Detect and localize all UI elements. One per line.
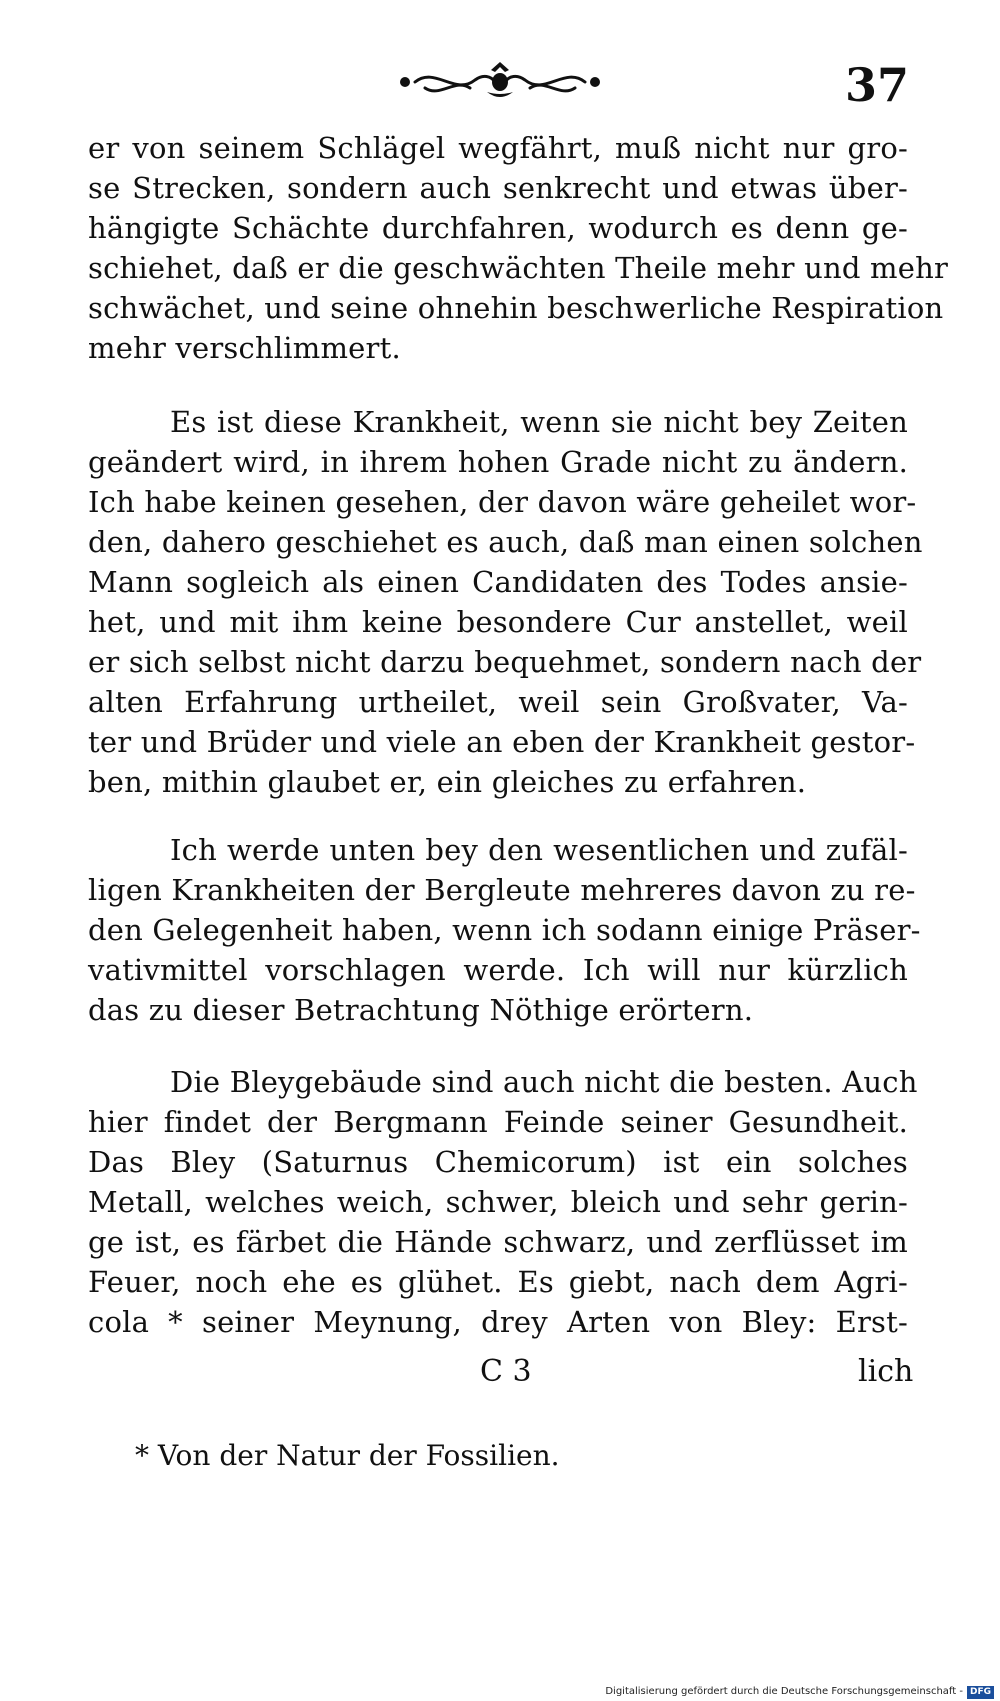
text-line: het, und mit ihm keine besondere Cur anstellet, weil bbox=[88, 605, 908, 639]
text-line: alten Erfahrung urtheilet, weil sein Großvater, Va- bbox=[88, 685, 908, 719]
dfg-logo: DFG bbox=[967, 1686, 994, 1699]
text-line: das zu dieser Betrachtung Nöthige erörtern. bbox=[88, 993, 754, 1027]
text-line: den, dahero geschiehet es auch, daß man einen solchen bbox=[88, 525, 923, 559]
text-line: den Gelegenheit haben, wenn ich sodann einige Präser- bbox=[88, 913, 921, 947]
text-line: schwächet, und seine ohnehin beschwerliche Respiration bbox=[88, 291, 944, 325]
text-line: ter und Brüder und viele an eben der Krankheit gestor- bbox=[88, 725, 916, 759]
text-line: Mann sogleich als einen Candidaten des Todes ansie- bbox=[88, 565, 908, 599]
text-line: Ich habe keinen gesehen, der davon wäre geheilet wor- bbox=[88, 485, 917, 519]
text-line: Das Bley (Saturnus Chemicorum) ist ein solches bbox=[88, 1145, 908, 1179]
text-line: vativmittel vorschlagen werde. Ich will nur kürzlich bbox=[88, 953, 908, 987]
footnote: * Von der Natur der Fossilien. bbox=[135, 1439, 560, 1472]
text-line: ligen Krankheiten der Bergleute mehreres davon zu re- bbox=[88, 873, 916, 907]
text-line: Es ist diese Krankheit, wenn sie nicht bey Zeiten bbox=[170, 405, 908, 439]
page-number: 37 bbox=[845, 58, 910, 112]
text-line: Feuer, noch ehe es glühet. Es giebt, nach dem Agri- bbox=[88, 1265, 908, 1299]
text-line: er sich selbst nicht darzu bequehmet, sondern nach der bbox=[88, 645, 922, 679]
text-line: hängigte Schächte durchfahren, wodurch es denn ge- bbox=[88, 211, 908, 245]
text-line: Die Bleygebäude sind auch nicht die besten. Auch bbox=[170, 1065, 918, 1099]
printers-ornament-icon bbox=[395, 58, 605, 102]
text-line: cola * seiner Meynung, drey Arten von Bley: Erst- bbox=[88, 1305, 908, 1339]
credit-text: Digitalisierung gefördert durch die Deutsche Forschungsgemeinschaft - bbox=[605, 1686, 963, 1697]
text-line: mehr verschlimmert. bbox=[88, 331, 401, 365]
text-line: hier findet der Bergmann Feinde seiner Gesundheit. bbox=[88, 1105, 908, 1139]
text-line: se Strecken, sondern auch senkrecht und etwas über- bbox=[88, 171, 908, 205]
catchword: lich bbox=[858, 1354, 914, 1389]
signature-mark: C 3 bbox=[480, 1354, 532, 1389]
text-line: Ich werde unten bey den wesentlichen und zufäl- bbox=[170, 833, 908, 867]
text-line: Metall, welches weich, schwer, bleich und sehr gerin- bbox=[88, 1185, 908, 1219]
text-line: er von seinem Schlägel wegfährt, muß nicht nur gro- bbox=[88, 131, 908, 165]
text-line: geändert wird, in ihrem hohen Grade nicht zu ändern. bbox=[88, 445, 908, 479]
text-line: ge ist, es färbet die Hände schwarz, und zerflüsset im bbox=[88, 1225, 908, 1259]
digitization-credit bbox=[605, 1685, 994, 1699]
text-line: schiehet, daß er die geschwächten Theile mehr und mehr bbox=[88, 251, 949, 285]
text-line: ben, mithin glaubet er, ein gleiches zu erfahren. bbox=[88, 765, 807, 799]
